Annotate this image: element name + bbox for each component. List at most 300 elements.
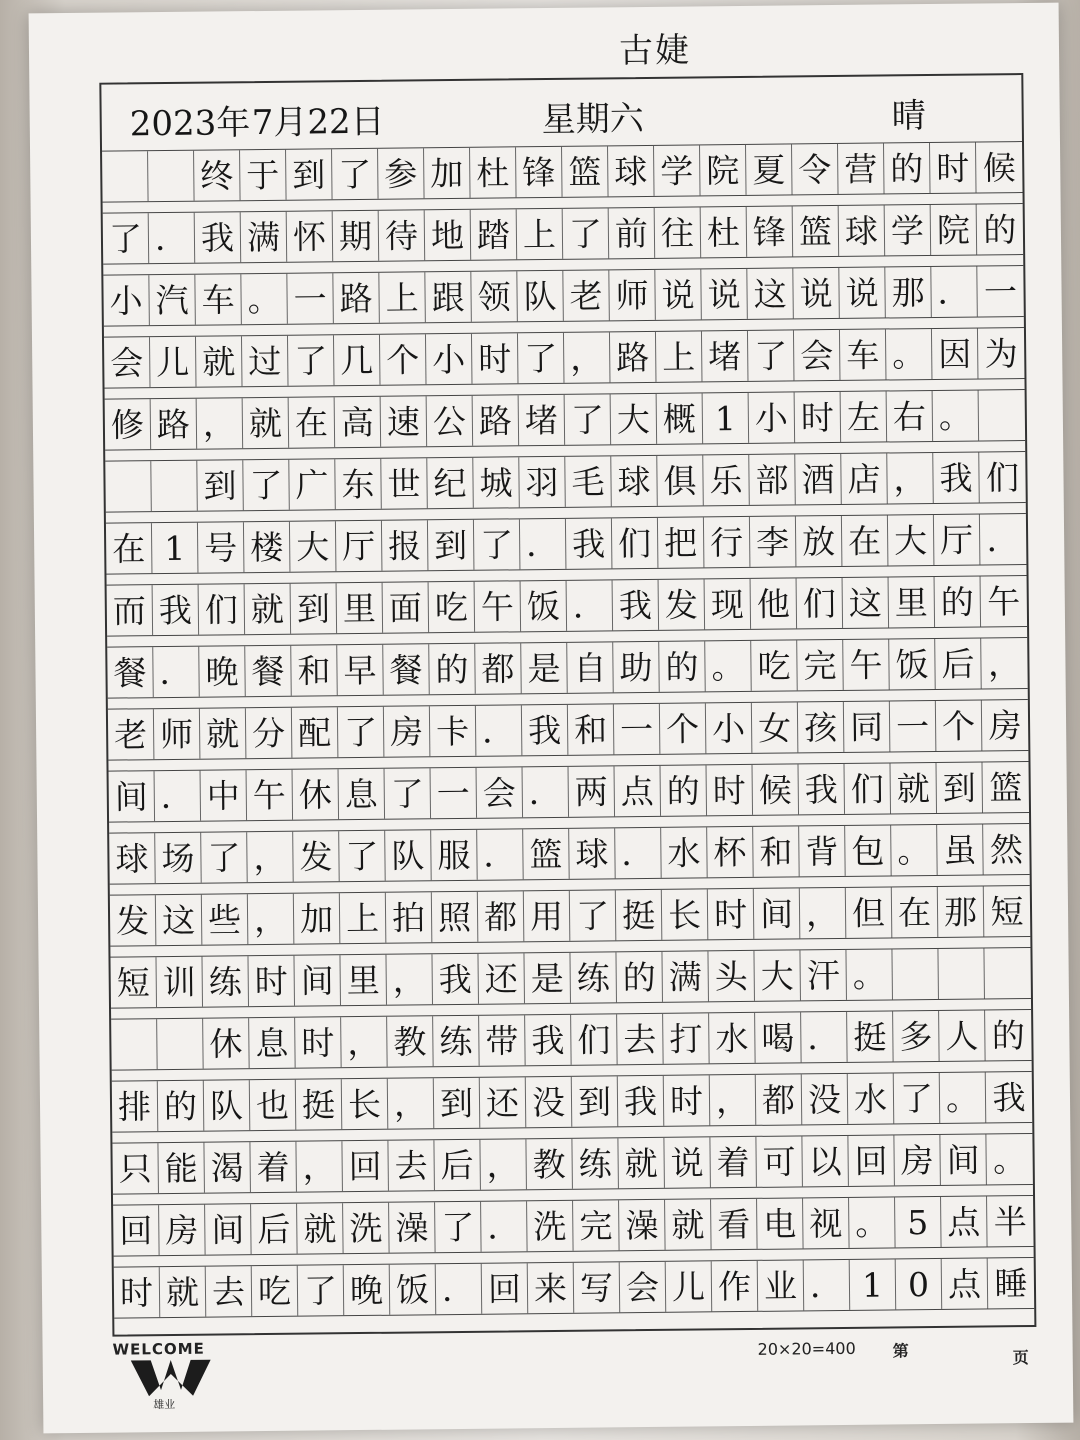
grid-cell: 锋 xyxy=(516,147,563,197)
grid-cell: 晚 xyxy=(199,646,246,696)
grid-cell: 乐 xyxy=(703,455,750,505)
grid-cell: 就 xyxy=(245,584,292,634)
header-weekday: 星期六 xyxy=(541,98,644,141)
grid-cell: 去 xyxy=(206,1266,253,1316)
grid-cell: 。 xyxy=(891,825,938,875)
grid-cell: 我 xyxy=(522,705,569,755)
grid-cell: 在 xyxy=(106,523,153,573)
grid-cell: 中 xyxy=(201,770,248,820)
grid-cell: 了 xyxy=(332,149,379,199)
grid-cell: 小 xyxy=(103,275,150,325)
grid-cell: 他 xyxy=(751,578,798,628)
grid-cell: 我 xyxy=(525,1015,572,1065)
grid-cell: 大 xyxy=(611,394,658,444)
grid-cell: ， xyxy=(800,888,847,938)
grid-cell: 助 xyxy=(613,642,660,692)
grid-cell: 车 xyxy=(195,274,242,324)
header-weather: 晴 xyxy=(891,96,926,137)
grid-cell: ， xyxy=(386,954,433,1004)
grid-cell: 也 xyxy=(250,1080,297,1130)
grid-cell xyxy=(111,1019,158,1069)
grid-cell: 把 xyxy=(658,517,705,567)
grid-cell: 一 xyxy=(287,273,334,323)
grid-cell: 间 xyxy=(294,955,341,1005)
grid-cell: 练 xyxy=(572,1138,619,1188)
grid-cell: 发 xyxy=(293,831,340,881)
grid-cell: 个 xyxy=(660,703,707,753)
grid-cell: 就 xyxy=(196,336,243,386)
grid-cell: 着 xyxy=(250,1142,297,1192)
grid-cell: 午 xyxy=(247,770,294,820)
grid-cell: 场 xyxy=(155,833,202,883)
grid-cell: 练 xyxy=(433,1016,480,1066)
grid-cell: 儿 xyxy=(666,1261,713,1311)
grid-cell: 了 xyxy=(748,330,795,380)
grid-cell: 可 xyxy=(756,1136,803,1186)
grid-cell: ． xyxy=(436,1264,483,1314)
page-label-suffix: 页 xyxy=(1012,1348,1029,1368)
grid-cell: ， xyxy=(987,643,1022,683)
grid-cell: 些 xyxy=(202,894,249,944)
grid-cell: 篮 xyxy=(562,146,609,196)
grid-cell: 分 xyxy=(246,708,293,758)
grid-cell: 配 xyxy=(292,707,339,757)
grid-cell: 餐 xyxy=(107,647,154,697)
grid-cell: ， xyxy=(388,1078,435,1128)
grid-cell xyxy=(984,948,1031,998)
grid-cell: 去 xyxy=(388,1140,435,1190)
grid-cell: 女 xyxy=(752,702,799,752)
grid-cell: 了 xyxy=(338,707,385,757)
grid-cell: 篮 xyxy=(793,206,840,256)
grid-cell: 楼 xyxy=(244,522,291,572)
grid-cell: 打 xyxy=(663,1013,710,1063)
grid-cell: 间 xyxy=(109,771,156,821)
grid-cell: 时 xyxy=(295,1017,342,1067)
grid-cell: 教 xyxy=(387,1016,434,1066)
grid-cell: 0 xyxy=(896,1259,943,1309)
grid-cell: 上 xyxy=(340,893,387,943)
grid-cell: 路 xyxy=(473,395,520,445)
grid-cell: 篮 xyxy=(523,829,570,879)
grid-cell: ． xyxy=(567,580,614,630)
grid-cell: 拍 xyxy=(386,892,433,942)
grid-cell: 短 xyxy=(110,957,157,1007)
essay-line xyxy=(109,823,1029,885)
grid-cell: 上 xyxy=(517,209,564,259)
grid-cell: 的 xyxy=(983,209,1017,249)
grid-cell: 们 xyxy=(797,578,844,628)
grid-cell xyxy=(148,151,195,201)
grid-cell: 都 xyxy=(478,891,525,941)
grid-cell: 吃 xyxy=(429,582,476,632)
grid-cell: 学 xyxy=(885,205,932,255)
grid-cell: 视 xyxy=(803,1198,850,1248)
grid-cell: 孩 xyxy=(798,702,845,752)
grid-cell: 息 xyxy=(339,769,386,819)
grid-cell: 这 xyxy=(747,268,794,318)
grid-cell: 汗 xyxy=(800,950,847,1000)
grid-cell: 澡 xyxy=(389,1202,436,1252)
grid-cell: 都 xyxy=(756,1074,803,1124)
essay-line xyxy=(108,699,1028,761)
grid-cell: 多 xyxy=(893,1011,940,1061)
grid-cell: 球 xyxy=(611,456,658,506)
grid-cell: 是 xyxy=(521,643,568,693)
grid-cell: 我 xyxy=(992,1077,1026,1117)
grid-cell: 点 xyxy=(942,1258,989,1308)
grid-cell: 带 xyxy=(479,1015,526,1065)
grid-cell: 休 xyxy=(203,1018,250,1068)
grid-cell: 。 xyxy=(992,1139,1027,1179)
grid-cell: 几 xyxy=(334,335,381,385)
grid-cell: 教 xyxy=(526,1139,573,1189)
grid-cell: ． xyxy=(801,1012,848,1062)
grid-cell: 还 xyxy=(480,1077,527,1127)
grid-cell: 了 xyxy=(570,890,617,940)
grid-cell: 营 xyxy=(838,143,885,193)
grid-cell: 洗 xyxy=(343,1203,390,1253)
grid-cell: 一 xyxy=(890,701,937,751)
grid-cell: 间 xyxy=(940,1134,987,1184)
grid-cell xyxy=(105,461,152,511)
grid-cell: ， xyxy=(197,398,244,448)
grid-cell: 长 xyxy=(662,889,709,939)
grid-cell: 右 xyxy=(887,391,934,441)
grid-cell: 到 xyxy=(572,1076,619,1126)
grid-cell: ． xyxy=(149,213,196,263)
grid-cell: 过 xyxy=(242,336,289,386)
grid-cell: 我 xyxy=(613,580,660,630)
grid-cell: ， xyxy=(564,332,611,382)
grid-cell: 息 xyxy=(249,1018,296,1068)
grid-cell: 一 xyxy=(431,768,478,818)
grid-cell: 往 xyxy=(655,207,702,257)
grid-cell: 个 xyxy=(936,700,983,750)
grid-cell: 回 xyxy=(113,1205,160,1255)
grid-cell: 时 xyxy=(708,889,755,939)
grid-cell: 水 xyxy=(661,827,708,877)
grid-cell: 了 xyxy=(201,832,248,882)
grid-cell xyxy=(892,949,939,999)
grid-cell: ． xyxy=(615,828,662,878)
grid-cell: 师 xyxy=(609,270,656,320)
grid-cell: 1 xyxy=(850,1259,897,1309)
grid-cell: 路 xyxy=(610,332,657,382)
grid-cell: 城 xyxy=(473,457,520,507)
essay-line xyxy=(105,389,1025,451)
grid-cell: ， xyxy=(480,1139,527,1189)
essay-line xyxy=(105,451,1025,513)
grid-cell: 大 xyxy=(754,950,801,1000)
essay-line xyxy=(113,1195,1033,1257)
grid-cell: 房 xyxy=(384,706,431,756)
grid-cell: 1 xyxy=(152,523,199,573)
essay-line xyxy=(104,327,1024,389)
grid-cell: 因 xyxy=(932,329,979,379)
grid-cell: 堵 xyxy=(519,395,566,445)
grid-cell: 了 xyxy=(339,831,386,881)
grid-cell: 里 xyxy=(889,577,936,627)
grid-cell: 回 xyxy=(848,1135,895,1185)
grid-cell: 照 xyxy=(432,892,479,942)
essay-line xyxy=(112,1133,1032,1195)
grid-cell: 那 xyxy=(885,267,932,317)
grid-cell: 同 xyxy=(844,701,891,751)
grid-cell: 到 xyxy=(434,1078,481,1128)
grid-cell: 踏 xyxy=(471,209,518,259)
grid-cell: 路 xyxy=(333,273,380,323)
grid-cell: 们 xyxy=(612,518,659,568)
logo-subtitle: 雄业 xyxy=(153,1397,176,1412)
grid-cell: 速 xyxy=(381,396,428,446)
grid-cell: 路 xyxy=(151,399,198,449)
grid-cell: 喝 xyxy=(755,1012,802,1062)
grid-cell: 为 xyxy=(984,333,1018,373)
grid-cell: 了 xyxy=(103,213,150,263)
grid-cell: 午 xyxy=(843,639,890,689)
grid-cell: 个 xyxy=(380,334,427,384)
grid-cell: 老 xyxy=(563,270,610,320)
grid-cell: 没 xyxy=(526,1077,573,1127)
grid-cell: 在 xyxy=(892,887,939,937)
grid-cell: 酒 xyxy=(795,454,842,504)
grid-cell: 儿 xyxy=(150,337,197,387)
grid-cell: 到 xyxy=(936,762,983,812)
grid-cell: 排 xyxy=(112,1081,159,1131)
paper-footer xyxy=(112,1331,1033,1421)
grid-cell: 左 xyxy=(841,391,888,441)
grid-cell: 没 xyxy=(802,1074,849,1124)
grid-cell: 锋 xyxy=(747,206,794,256)
grid-cell: 到 xyxy=(197,460,244,510)
grid-cell: 房 xyxy=(988,705,1022,745)
grid-cell: 终 xyxy=(194,150,241,200)
grid-cell: 午 xyxy=(475,581,522,631)
grid-cell: 里 xyxy=(337,583,384,633)
grid-cell: 就 xyxy=(297,1203,344,1253)
grid-cell: 休 xyxy=(293,769,340,819)
grid-cell: 就 xyxy=(200,708,247,758)
grid-cell: 候 xyxy=(982,147,1016,187)
grid-cell: 说 xyxy=(701,269,748,319)
grid-cell: 和 xyxy=(568,704,615,754)
grid-cell: 服 xyxy=(431,830,478,880)
page-label-prefix: 第 xyxy=(892,1341,909,1361)
grid-cell: 然 xyxy=(989,829,1024,869)
grid-cell: 于 xyxy=(240,150,287,200)
grid-cell: 老 xyxy=(108,709,155,759)
grid-cell: 是 xyxy=(524,953,571,1003)
grid-cell: 会 xyxy=(477,767,524,817)
grid-cell: 时 xyxy=(795,392,842,442)
grid-cell: 水 xyxy=(848,1073,895,1123)
grid-cell: ． xyxy=(523,767,570,817)
essay-line xyxy=(107,575,1027,637)
author-name: 古婕 xyxy=(618,30,692,72)
grid-cell: 学 xyxy=(654,145,701,195)
grid-cell: 院 xyxy=(931,205,978,255)
grid-cell: 水 xyxy=(709,1013,756,1063)
grid-cell: 训 xyxy=(156,957,203,1007)
grid-cell: 发 xyxy=(659,579,706,629)
essay-line xyxy=(102,141,1022,203)
grid-cell: 前 xyxy=(609,208,656,258)
grid-cell: 世 xyxy=(381,458,428,508)
grid-cell: ， xyxy=(887,453,934,503)
grid-cell: ． xyxy=(153,647,200,697)
grid-cell: 球 xyxy=(839,205,886,255)
grid-cell: 东 xyxy=(335,459,382,509)
grid-cell: 饭 xyxy=(889,639,936,689)
grid-cell: ． xyxy=(520,519,567,569)
grid-cell: 。 xyxy=(705,641,752,691)
grid-cell: 小 xyxy=(426,334,473,384)
grid-cell: 但 xyxy=(846,887,893,937)
grid-cell: 虽 xyxy=(937,824,984,874)
grid-cell: 睡 xyxy=(994,1263,1028,1303)
grid-cell: 时 xyxy=(930,143,977,193)
grid-cell: 说 xyxy=(839,267,886,317)
header-year: 2023年 xyxy=(129,103,251,145)
grid-cell: 厅 xyxy=(336,521,383,571)
grid-cell: 地 xyxy=(425,210,472,260)
grid-cell: 晚 xyxy=(344,1265,391,1315)
grid-cell: ． xyxy=(804,1260,851,1310)
grid-cell: ， xyxy=(296,1141,343,1191)
grid-cell: 点 xyxy=(941,1196,988,1246)
writing-grid xyxy=(99,73,1036,1337)
grid-cell: 概 xyxy=(657,393,704,443)
grid-cell: 挺 xyxy=(847,1011,894,1061)
grid-cell: 说 xyxy=(664,1137,711,1187)
grid-cell: 。 xyxy=(241,274,288,324)
grid-cell: 后 xyxy=(251,1204,298,1254)
grid-cell: 会 xyxy=(794,330,841,380)
grid-cell: 的 xyxy=(659,641,706,691)
grid-cell: 厅 xyxy=(934,514,981,564)
grid-cell: 上 xyxy=(656,331,703,381)
essay-line xyxy=(112,1071,1032,1133)
grid-cell: 了 xyxy=(288,335,335,385)
essay-line xyxy=(111,1009,1031,1071)
grid-cell: 会 xyxy=(620,1262,667,1312)
grid-cell: 俱 xyxy=(657,455,704,505)
grid-cell: 了 xyxy=(243,460,290,510)
grid-cell: ． xyxy=(155,771,202,821)
grid-cell: 跟 xyxy=(425,272,472,322)
grid-cell: 时 xyxy=(664,1075,711,1125)
grid-cell: 我 xyxy=(432,954,479,1004)
grid-cell: 在 xyxy=(289,397,336,447)
grid-cell: 而 xyxy=(107,585,154,635)
grid-cell: 说 xyxy=(793,268,840,318)
grid-cell: ． xyxy=(477,829,524,879)
grid-cell: ． xyxy=(481,1201,528,1251)
grid-cell: 到 xyxy=(291,583,338,633)
grid-cell: 间 xyxy=(205,1204,252,1254)
grid-cell: 夏 xyxy=(746,144,793,194)
grid-cell: 挺 xyxy=(616,890,663,940)
grid-cell: 能 xyxy=(158,1143,205,1193)
grid-cell: 报 xyxy=(382,520,429,570)
grid-cell: 回 xyxy=(482,1263,529,1313)
grid-cell: 饭 xyxy=(521,581,568,631)
grid-cell: 们 xyxy=(199,584,246,634)
grid-cell: 时 xyxy=(707,765,754,815)
grid-cell: 杜 xyxy=(470,147,517,197)
grid-cell: 到 xyxy=(286,149,333,199)
grid-cell: ， xyxy=(710,1075,757,1125)
grid-cell: 饭 xyxy=(390,1264,437,1314)
grid-cell: 杜 xyxy=(701,207,748,257)
grid-cell: 一 xyxy=(983,271,1018,311)
grid-cell: 到 xyxy=(428,520,475,570)
grid-cell: 部 xyxy=(749,454,796,504)
grid-cell: 了 xyxy=(894,1073,941,1123)
grid-cell: 在 xyxy=(842,515,889,565)
grid-cell: 的 xyxy=(616,952,663,1002)
grid-cell: 队 xyxy=(204,1080,251,1130)
grid-cell: 杯 xyxy=(707,827,754,877)
essay-line xyxy=(109,761,1029,823)
grid-cell: 作 xyxy=(712,1261,759,1311)
grid-cell: 点 xyxy=(615,766,662,816)
grid-cell: 加 xyxy=(424,148,471,198)
essay-line xyxy=(107,637,1027,699)
grid-cell: 和 xyxy=(291,645,338,695)
grid-cell: 就 xyxy=(665,1199,712,1249)
grid-cell: 就 xyxy=(243,398,290,448)
composition-paper xyxy=(29,3,1074,1434)
grid-cell: 汽 xyxy=(149,275,196,325)
grid-cell: 后 xyxy=(935,638,982,688)
grid-cell: 大 xyxy=(290,521,337,571)
grid-cell: 。 xyxy=(849,1197,896,1247)
grid-cell: 。 xyxy=(933,391,980,441)
grid-cell: 来 xyxy=(528,1263,575,1313)
grid-cell: 领 xyxy=(471,271,518,321)
grid-cell: 篮 xyxy=(989,767,1023,807)
grid-spec: 20×20=400 xyxy=(757,1338,856,1359)
grid-cell: 待 xyxy=(379,210,426,260)
grid-cell: 面 xyxy=(383,582,430,632)
grid-cell: 李 xyxy=(750,516,797,566)
grid-cell: 半 xyxy=(993,1201,1027,1241)
grid-cell: 房 xyxy=(894,1135,941,1185)
grid-cell: 我 xyxy=(933,453,980,503)
grid-cell: 我 xyxy=(153,585,200,635)
grid-cell: 。 xyxy=(940,1072,987,1122)
grid-cell: 电 xyxy=(757,1198,804,1248)
grid-cell: 我 xyxy=(566,518,613,568)
grid-cell: ， xyxy=(248,894,295,944)
grid-cell: 小 xyxy=(706,703,753,753)
grid-cell: 完 xyxy=(797,640,844,690)
grid-cell: 我 xyxy=(195,212,242,262)
grid-cell: 大 xyxy=(888,515,935,565)
grid-cell: 间 xyxy=(754,888,801,938)
grid-cell: 球 xyxy=(109,833,156,883)
grid-cell: 背 xyxy=(799,826,846,876)
grid-cell: 加 xyxy=(294,893,341,943)
grid-cell: 就 xyxy=(618,1138,665,1188)
grid-cell: 包 xyxy=(845,825,892,875)
grid-cell: 完 xyxy=(573,1200,620,1250)
grid-cell: 说 xyxy=(655,269,702,319)
grid-cell: 令 xyxy=(792,144,839,194)
grid-cell: 现 xyxy=(705,579,752,629)
